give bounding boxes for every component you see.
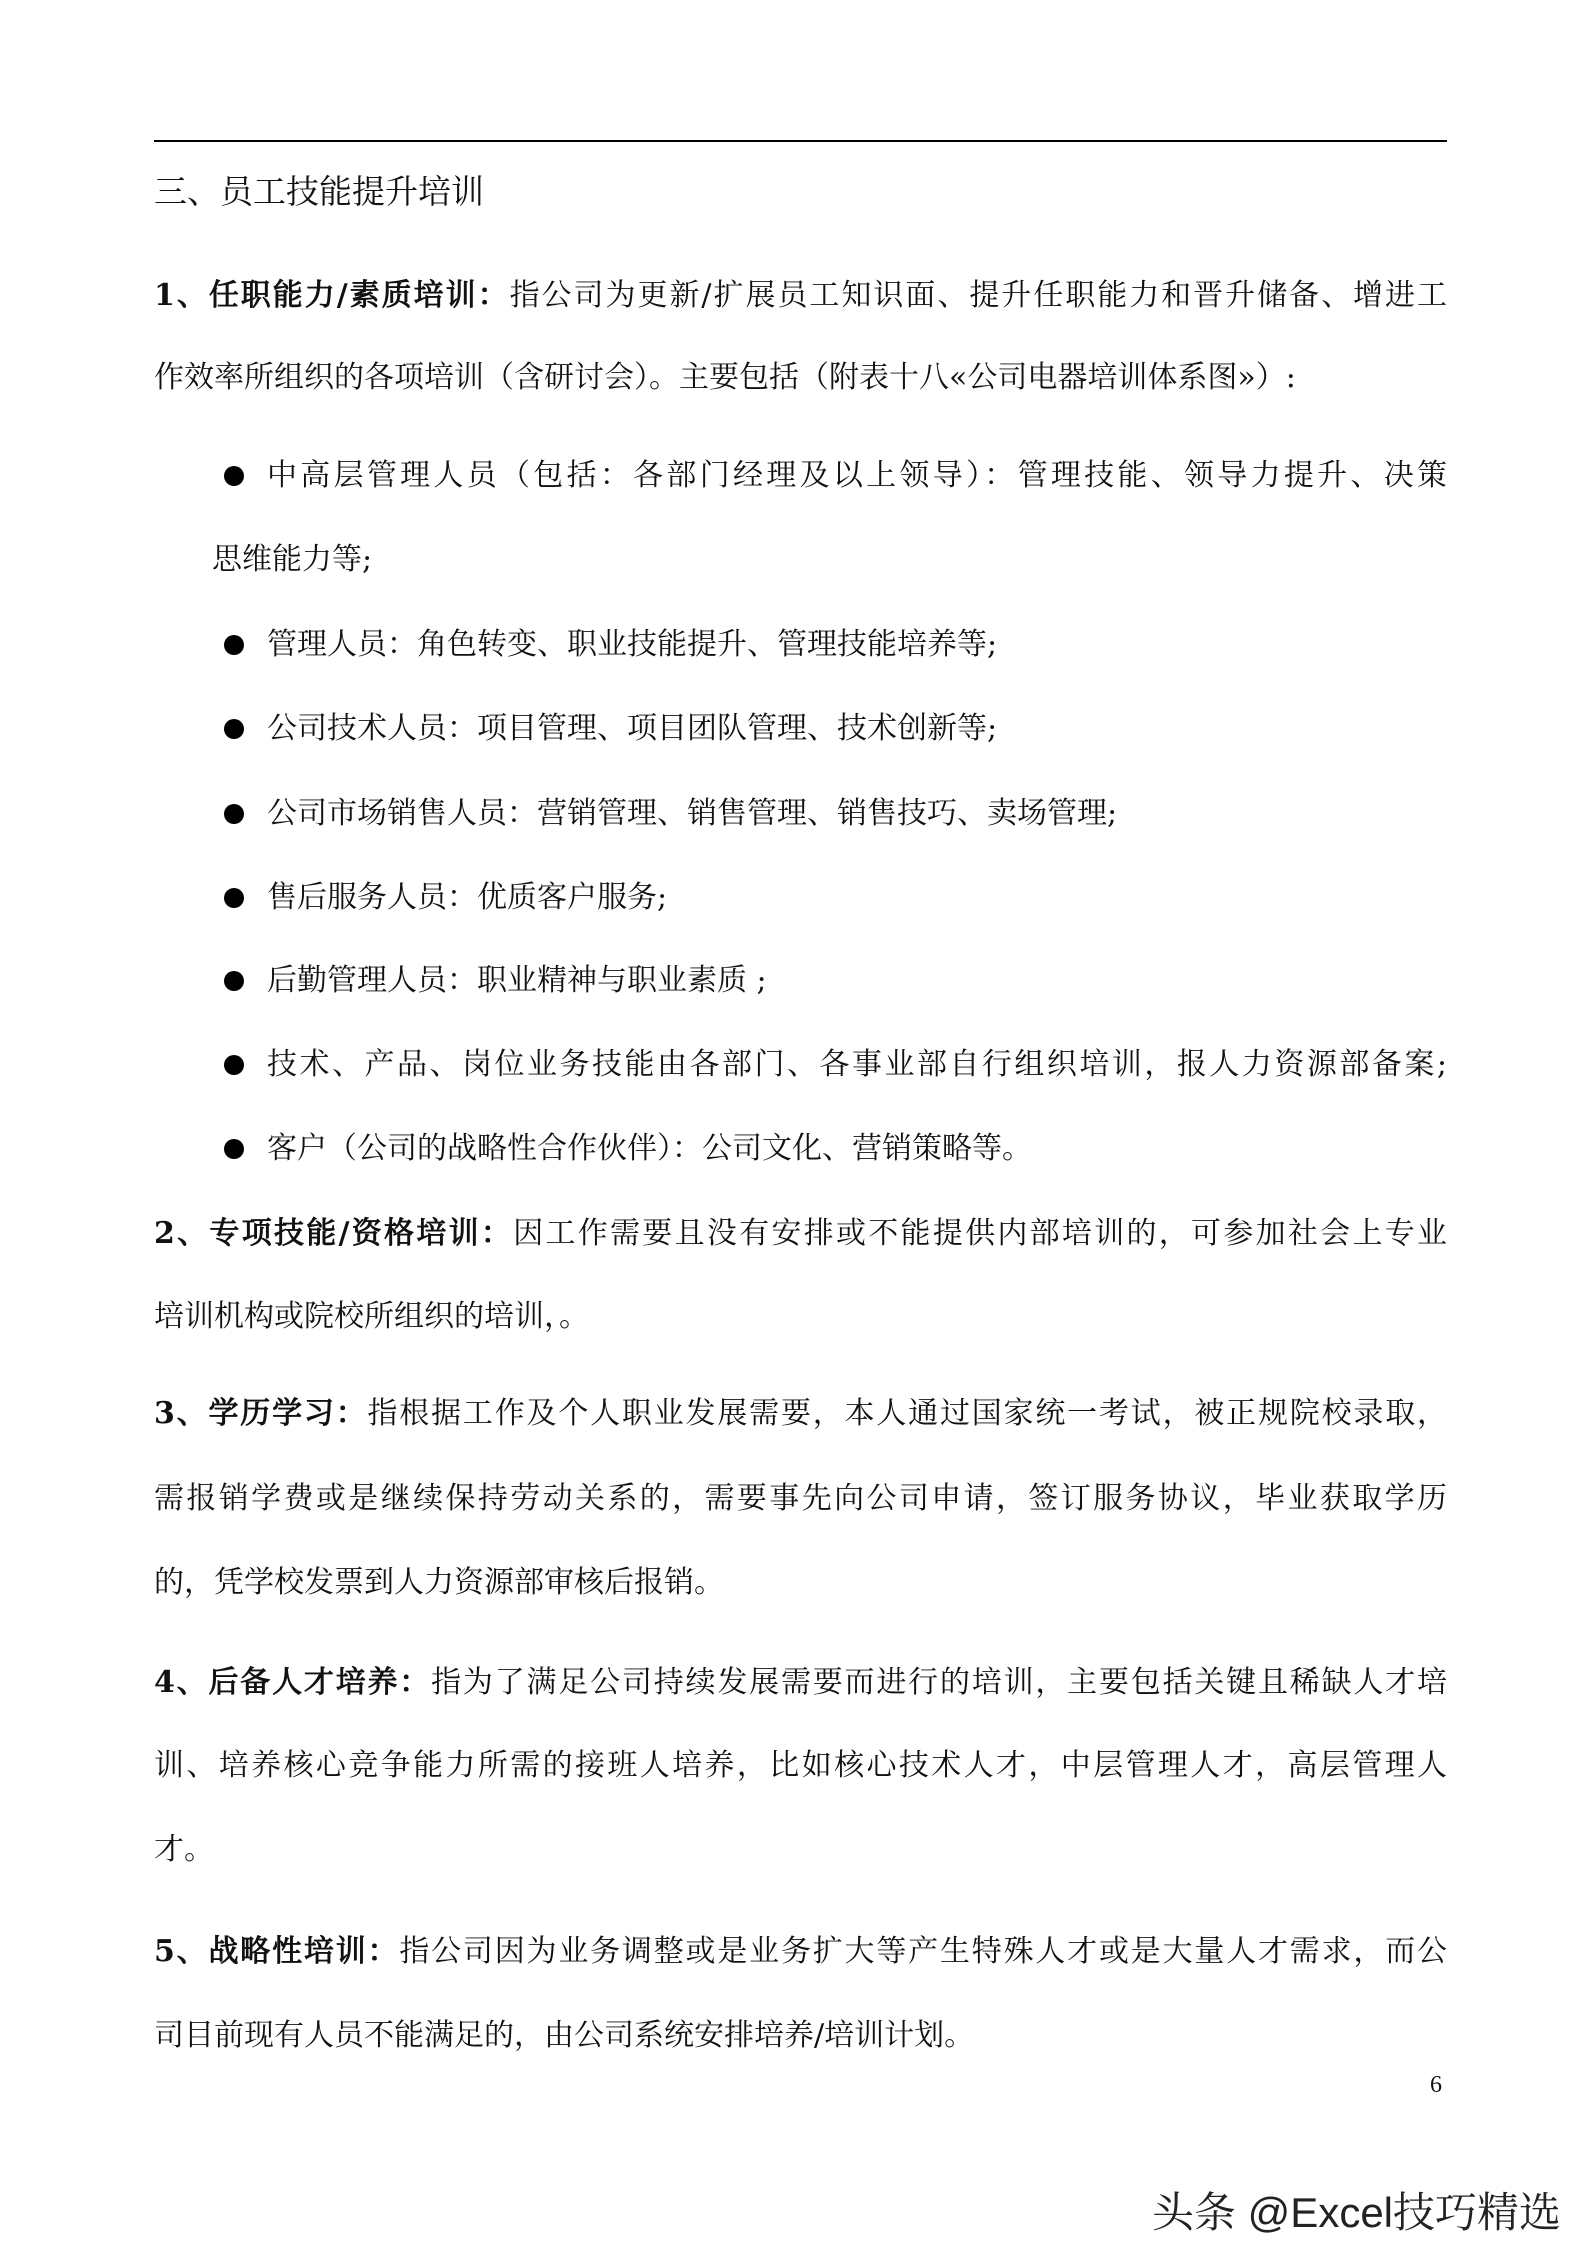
para-5-line-1 <box>154 1932 1447 1972</box>
bullet-icon <box>224 1055 244 1075</box>
bullet-item: 公司技术人员：项目管理、项目团队管理、技术创新等; <box>267 711 998 746</box>
bullet-item: 公司市场销售人员：营销管理、销售管理、销售技巧、卖场管理; <box>267 796 1118 831</box>
para-4-label: 4、后备人才培养： <box>154 1665 432 1700</box>
bullet-icon <box>224 635 244 655</box>
para-2-line-2: 培训机构或院校所组织的培训，。 <box>154 1299 589 1334</box>
bullet-item: 售后服务人员：优质客户服务; <box>267 880 668 915</box>
para-5-text: 指公司因为业务调整或是业务扩大等产生特殊人才或是大量人才需求，而公 <box>399 1934 1448 1969</box>
para-1-label: 1、任职能力/素质培训： <box>154 278 510 313</box>
para-5-label: 5、战略性培训： <box>154 1934 400 1969</box>
para-3-label: 3、学历学习： <box>154 1396 368 1431</box>
para-3-text: 指根据工作及个人职业发展需要，本人通过国家统一考试，被正规院校录取， <box>367 1396 1448 1431</box>
para-3-line-1 <box>154 1394 1447 1434</box>
bullet-item-continuation: 思维能力等; <box>212 542 373 577</box>
bullet-item: 客户（公司的战略性合作伙伴）：公司文化、营销策略等。 <box>267 1131 1032 1166</box>
para-4-line-3: 才。 <box>154 1832 214 1867</box>
bullet-icon <box>224 804 244 824</box>
para-2-text: 因工作需要且没有安排或不能提供内部培训的，可参加社会上专业 <box>513 1216 1447 1251</box>
bullet-icon <box>224 1139 244 1159</box>
para-2-line-1 <box>154 1214 1447 1254</box>
bullet-icon <box>224 719 244 739</box>
bullet-icon <box>224 888 244 908</box>
para-1-line-1 <box>154 276 1447 316</box>
para-4-text: 指为了满足公司持续发展需要而进行的培训，主要包括关键且稀缺人才培 <box>431 1665 1448 1700</box>
page-number: 6 <box>1430 2072 1442 2098</box>
bullet-item: 后勤管理人员：职业精神与职业素质 ; <box>267 963 767 998</box>
para-4-line-2: 训、培养核心竞争能力所需的接班人培养，比如核心技术人才，中层管理人才，高层管理人 <box>154 1748 1447 1783</box>
bullet-icon <box>224 971 244 991</box>
bullet-item: 管理人员：角色转变、职业技能提升、管理技能培养等; <box>267 627 998 662</box>
section-heading: 三、员工技能提升培训 <box>154 172 484 211</box>
watermark: 头条 @Excel技巧精选 <box>1152 2189 1562 2236</box>
header-rule <box>154 140 1447 142</box>
bullet-item: 中高层管理人员（包括：各部门经理及以上领导）：管理技能、领导力提升、决策 <box>267 458 1447 493</box>
para-1-line-2: 作效率所组织的各项培训（含研讨会）。主要包括（附表十八«公司电器培训体系图»）: <box>154 360 1296 395</box>
bullet-icon <box>224 466 244 486</box>
para-4-line-1 <box>154 1663 1447 1703</box>
para-3-line-3: 的，凭学校发票到人力资源部审核后报销。 <box>154 1565 724 1600</box>
para-3-line-2: 需报销学费或是继续保持劳动关系的，需要事先向公司申请，签订服务协议，毕业获取学历 <box>154 1481 1447 1516</box>
bullet-item: 技术、产品、岗位业务技能由各部门、各事业部自行组织培训，报人力资源部备案; <box>267 1047 1447 1082</box>
para-2-label: 2、专项技能/资格培训： <box>154 1216 514 1251</box>
para-5-line-2: 司目前现有人员不能满足的，由公司系统安排培养/培训计划。 <box>154 2018 975 2053</box>
para-1-text: 指公司为更新/扩展员工知识面、提升任职能力和晋升储备、增进工 <box>509 278 1447 313</box>
